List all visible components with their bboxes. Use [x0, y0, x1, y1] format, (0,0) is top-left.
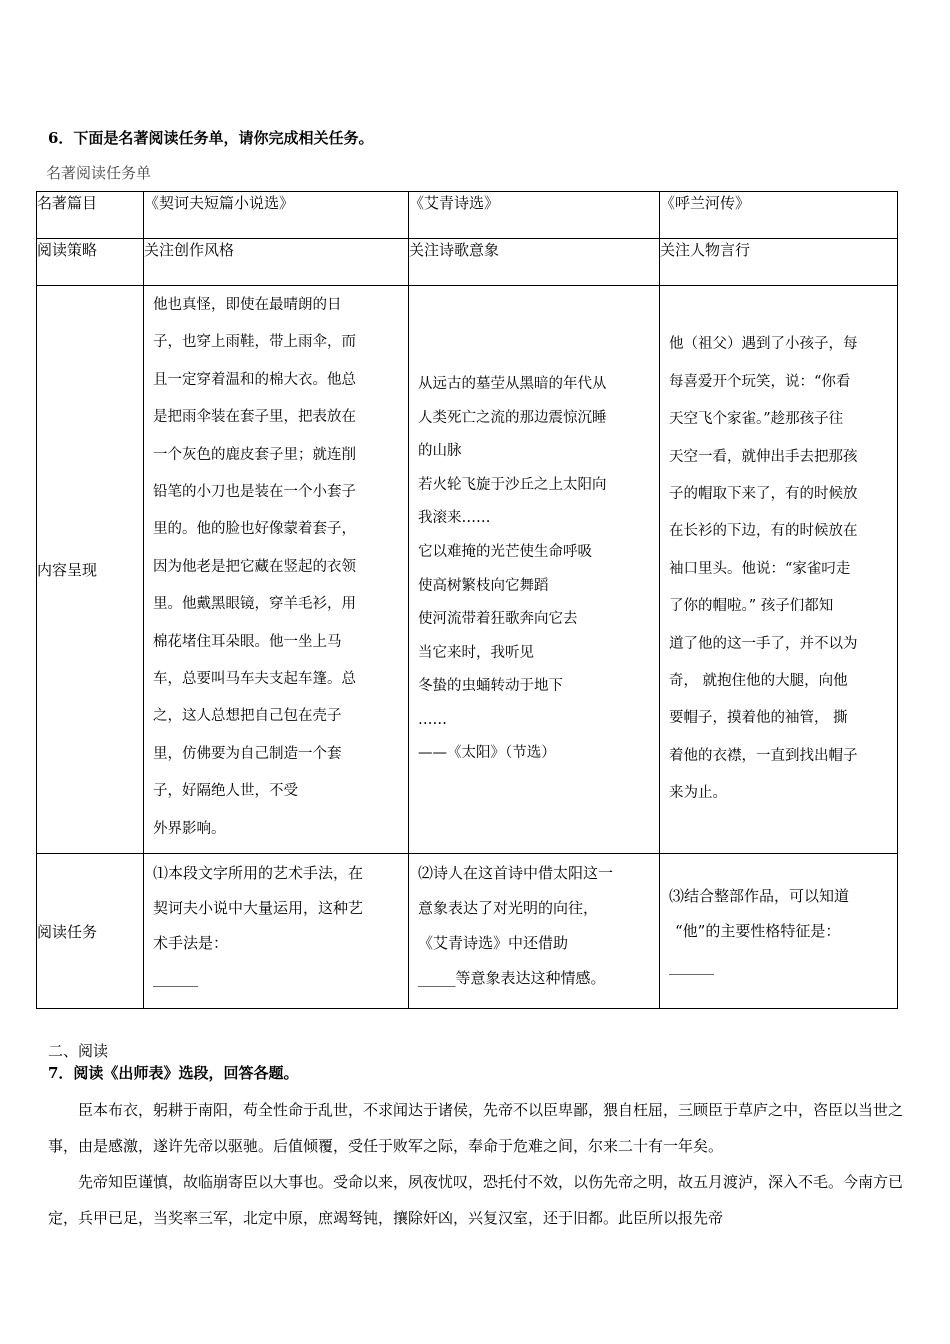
poem-line: 若火轮飞旋于沙丘之上太阳向: [418, 476, 607, 493]
reading-task-table: [36, 191, 898, 1009]
passage-paragraph: 先帝知臣谨慎，故临崩寄臣以大事也。受命以来，夙夜忧叹，恐托付不效，以伤先帝之明，故五月渡泸，深入不毛。今南方已定，兵甲已足，当奖率三军，北定中原，庶竭驽钝，攘除奸凶，兴复汉室，还于旧都。此臣所以报先帝: [48, 1173, 904, 1227]
text-line: 外界影响。: [153, 820, 226, 837]
table-caption: 名著阅读任务单: [46, 164, 152, 182]
work-title-3: 《呼兰河传》: [660, 192, 898, 239]
task-line: 术手法是：: [153, 934, 229, 952]
text-line: 是把雨伞装在套子里，把表放在: [153, 409, 356, 426]
strategy-2: 关注诗歌意象: [409, 239, 660, 286]
passage-paragraph: 臣本布衣，躬耕于南阳，苟全性命于乱世，不求闻达于诸侯，先帝不以臣卑鄙，猥自枉屈，三顾臣于草庐之中，咨臣以当世之事，由是感激，遂许先帝以驱驰。后值倾覆，受任于败军之际，奉命于危难之间，尔来二十有一年矣。: [48, 1101, 904, 1155]
content-label: 内容呈现: [37, 286, 144, 854]
poem-line: 使河流带着狂歌奔向它去: [418, 611, 578, 628]
content-chekhov: [144, 286, 409, 854]
text-line: 着他的衣襟，一直到找出帽子: [669, 747, 858, 764]
poem-line: ……: [418, 711, 447, 728]
answer-blank-1[interactable]: ______: [153, 969, 198, 987]
poem-line: 当它来时，我听见: [418, 644, 534, 661]
task-2: [409, 854, 660, 1009]
task-line: ⑴本段文字所用的艺术手法，在: [153, 864, 364, 882]
text-line: 棉花堵住耳朵眼。他一坐上马: [153, 633, 342, 650]
poem-line: 从远古的墓茔从黑暗的年代从: [418, 375, 607, 392]
text-line: 一个灰色的鹿皮套子里；就连削: [153, 446, 356, 463]
task-line: “他”的主要性格特征是：: [675, 921, 841, 940]
text-line: 因为他老是把它藏在竖起的衣领: [153, 558, 356, 575]
work-title-2: 《艾青诗选》: [409, 192, 660, 239]
task-line: ⑶结合整部作品，可以知道: [669, 886, 850, 905]
answer-blank-2[interactable]: _____: [418, 969, 456, 987]
strategy-row: [37, 239, 898, 286]
task-line: 《艾青诗选》中还借助: [418, 934, 569, 952]
content-hulanhe: [660, 286, 898, 854]
text-line: 天空飞个家雀。”趁那孩子往: [669, 411, 844, 428]
poem-source: ——《太阳》（节选）: [418, 745, 556, 762]
text-line: 子的帽取下来了，有的时候放: [669, 485, 858, 502]
text-line: 子，也穿上雨鞋，带上雨伞，而: [153, 334, 356, 351]
poem-excerpt: [418, 368, 650, 771]
text-line: 来为止。: [669, 785, 727, 802]
hulanhe-excerpt: [669, 326, 888, 812]
task-1: [144, 854, 409, 1009]
poem-line: 使高树繁枝向它舞蹈: [418, 577, 549, 594]
content-row: [37, 286, 898, 854]
text-line: 天空一看，就伸出手去把那孩: [669, 448, 858, 465]
text-line: 之，这人总想把自己包在壳子: [153, 708, 342, 725]
strategy-1: 关注创作风格: [144, 239, 409, 286]
text-line: 里。他戴黑眼镜，穿羊毛衫，用: [153, 596, 356, 613]
poem-line: 人类死亡之流的那边震惊沉睡: [418, 409, 607, 426]
question-7-title: 7．阅读《出师表》选段，回答各题。: [48, 1064, 299, 1082]
content-aiqing: [409, 286, 660, 854]
strategy-3: 关注人物言行: [660, 239, 898, 286]
text-line: 袖口里头。他说：“家雀叼走: [669, 560, 851, 577]
poem-line: 冬蛰的虫蛹转动于地下: [418, 678, 563, 695]
text-line: 每喜爱开个玩笑，说：“你看: [669, 373, 851, 390]
text-line: 里，仿佛要为自己制造一个套: [153, 745, 342, 762]
text-line: 铅笔的小刀也是装在一个小套子: [153, 484, 356, 501]
text-line: 了你的帽啦。” 孩子们都知: [669, 598, 834, 615]
text-line: 要帽子，摸着他的袖管， 撕: [669, 710, 848, 727]
text-line: 车，总要叫马车夫支起车篷。总: [153, 671, 356, 688]
text-line: 子，好隔绝人世，不受: [153, 783, 298, 800]
works-row: [37, 192, 898, 239]
task-row: [37, 854, 898, 1009]
text-line: 他（祖父）遇到了小孩子，每: [669, 336, 858, 353]
text-line: 里的。他的脸也好像蒙着套子，: [153, 521, 356, 538]
text-line: 在长衫的下边，有的时候放在: [669, 523, 858, 540]
poem-line: 它以难掩的光芒使生命呼吸: [418, 543, 592, 560]
question-6-title: 6．下面是名著阅读任务单，请你完成相关任务。: [48, 129, 374, 147]
poem-line: 我滚来……: [418, 510, 491, 527]
text-line: 且一定穿着温和的棉大衣。他总: [153, 371, 356, 388]
poem-line: 的山脉: [418, 443, 462, 460]
section-heading: 二、阅读: [48, 1042, 109, 1060]
task-label: 阅读任务: [37, 854, 144, 1009]
task-line: 意象表达了对光明的向往，: [418, 899, 599, 917]
task-line: _____等意象表达这种情感。: [418, 969, 606, 987]
text-line: 他也真怪，即使在最晴朗的日: [153, 297, 342, 313]
text-line: 道了他的这一手了，并不以为: [669, 635, 858, 652]
work-title-1: 《契诃夫短篇小说选》: [144, 192, 409, 239]
text-line: 奇， 就抱住他的大腿，向他: [669, 673, 848, 690]
chushibiao-passage: [48, 1092, 903, 1236]
works-label: 名著篇目: [37, 192, 144, 239]
task-line: ⑵诗人在这首诗中借太阳这一: [418, 864, 614, 882]
chekhov-excerpt: [153, 287, 399, 848]
strategy-label: 阅读策略: [37, 239, 144, 286]
answer-blank-3[interactable]: ______: [669, 956, 714, 975]
task-3: [660, 854, 898, 1009]
task-line: 契诃夫小说中大量运用，这种艺: [153, 899, 364, 917]
